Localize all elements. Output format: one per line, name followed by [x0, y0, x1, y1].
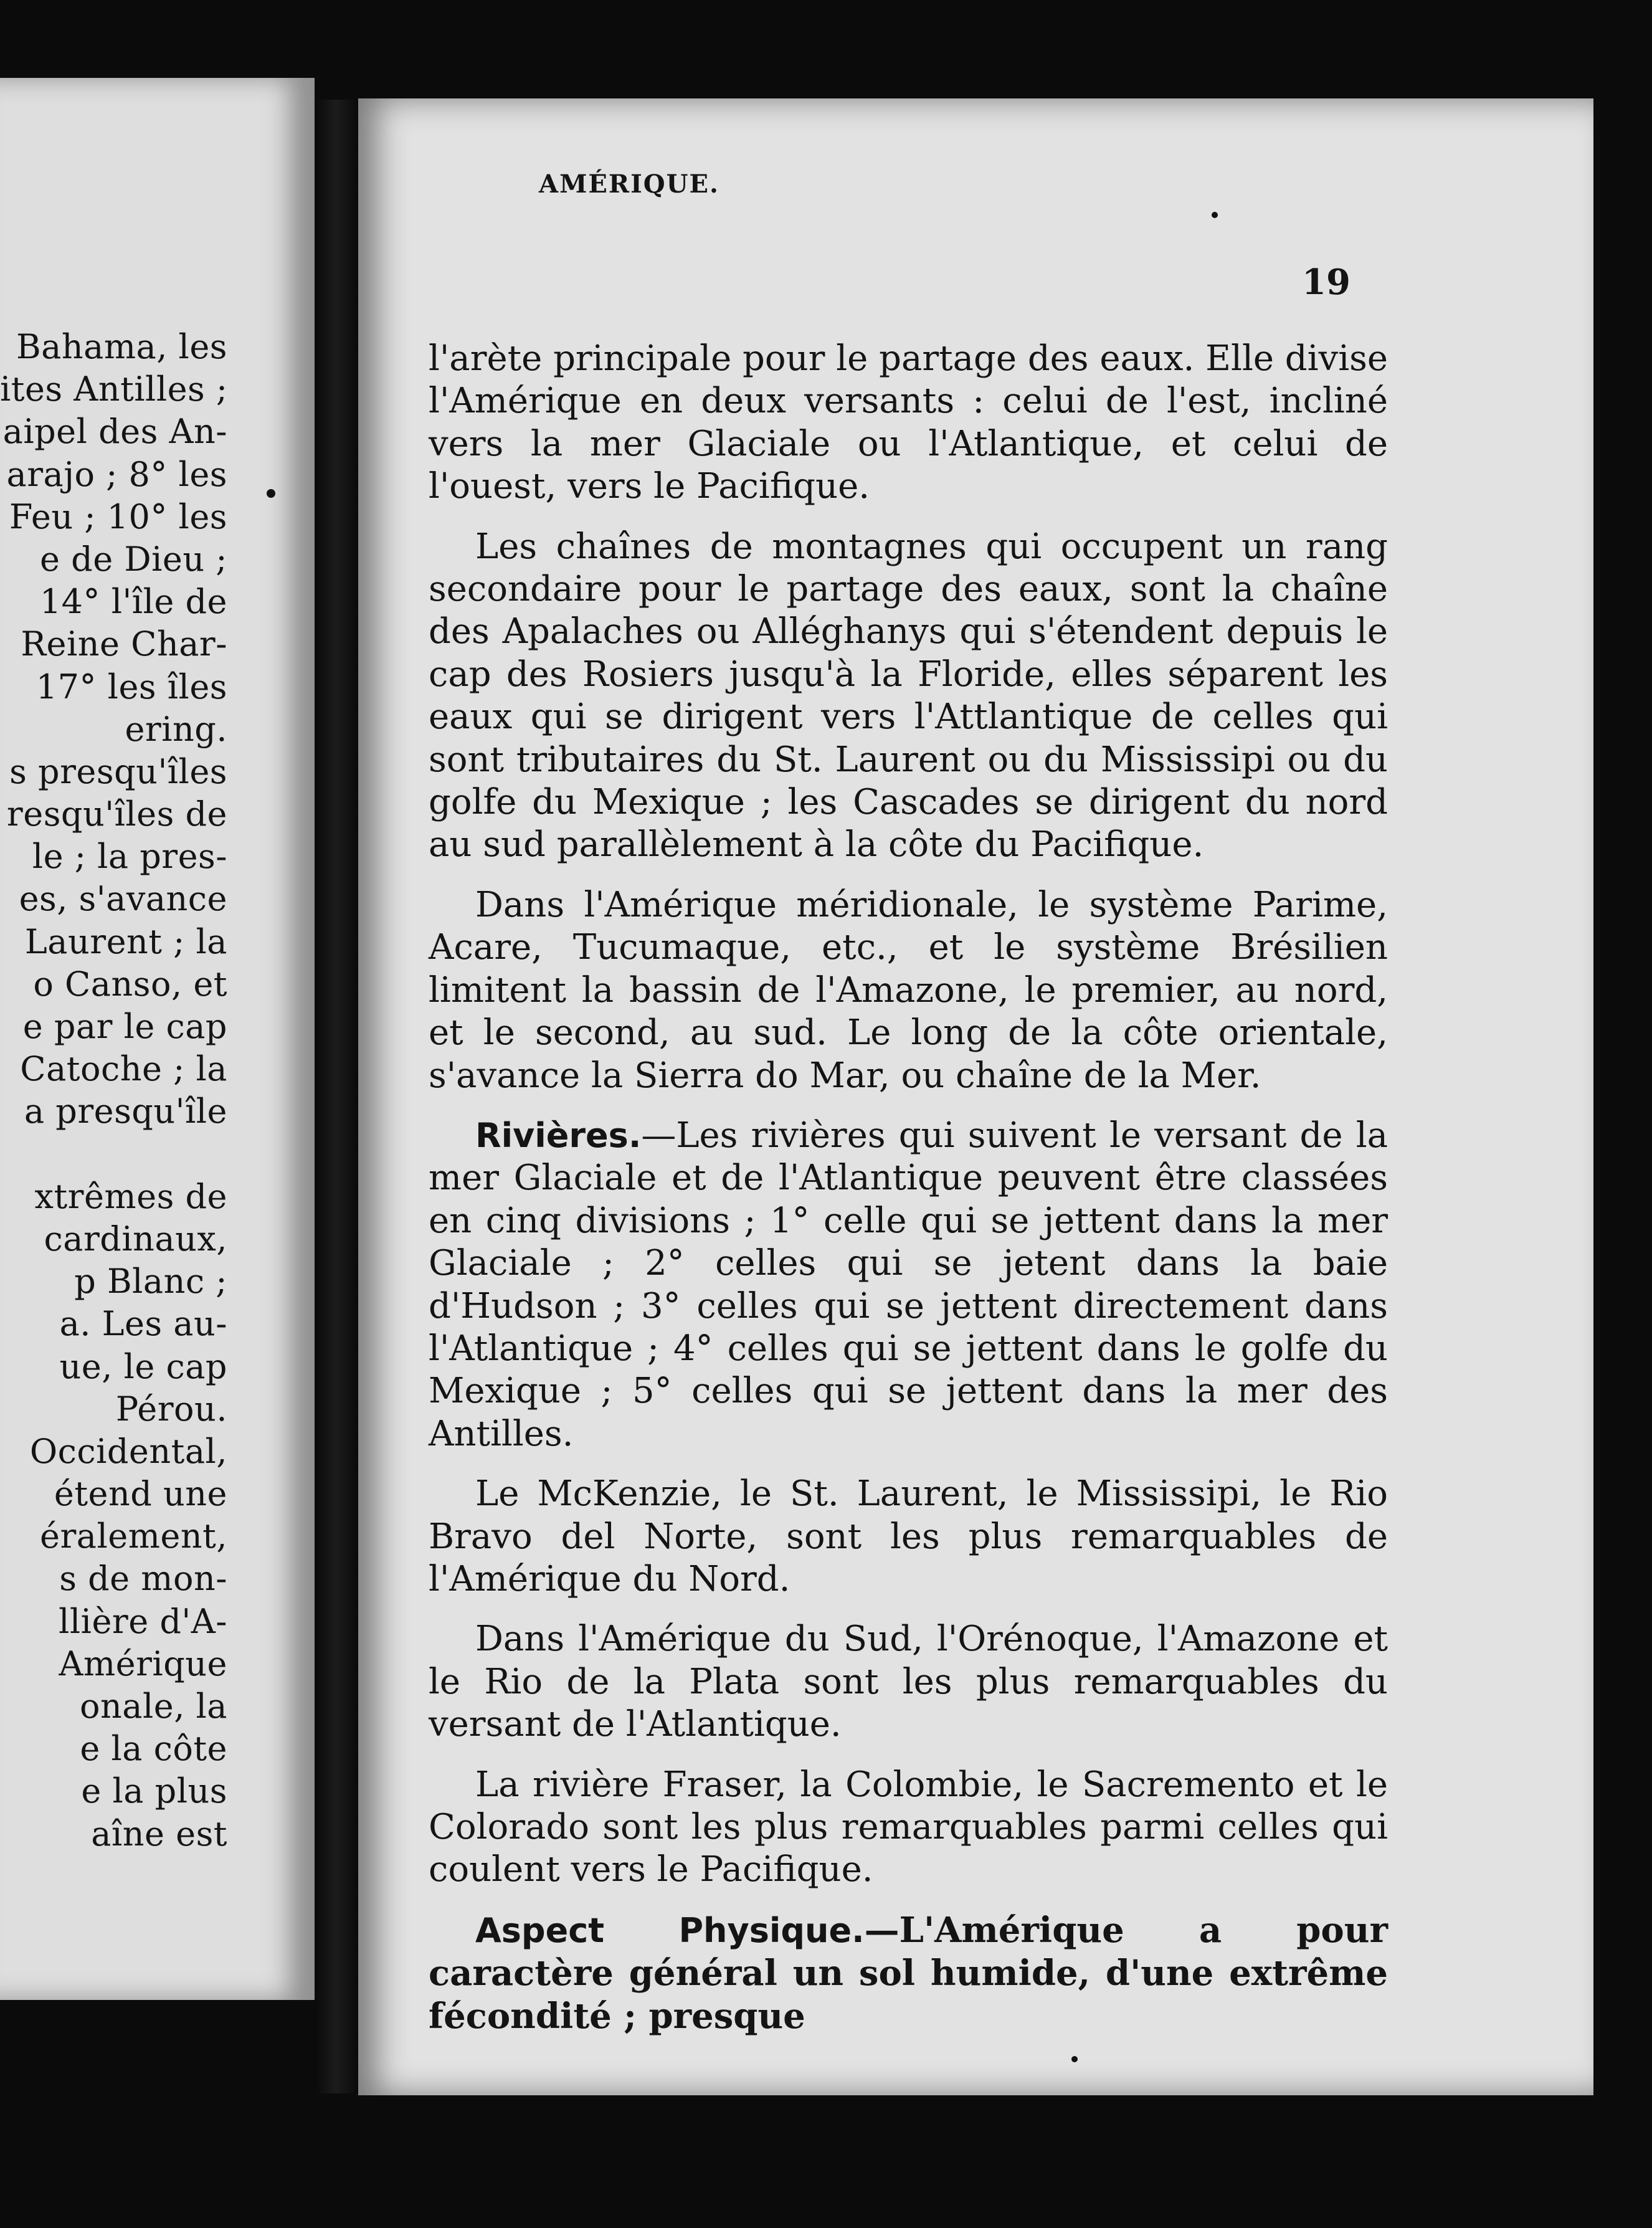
left-page-line: éralement, [40, 1516, 227, 1556]
scan-speck [1071, 2056, 1078, 2062]
left-page-line: aîne est [91, 1814, 227, 1854]
left-page-line: arajo ; 8° les [6, 454, 227, 494]
left-page-line: e de Dieu ; [40, 539, 227, 579]
left-page [0, 78, 315, 2000]
page-body [429, 338, 1388, 2055]
left-page-line: Pérou. [115, 1389, 227, 1429]
left-page-line: a presqu'île [24, 1092, 227, 1131]
left-page-line: Bahama, les [16, 327, 227, 366]
paragraph-3 [429, 884, 1388, 1097]
section-heading-aspect-physique: Aspect Physique. [475, 1910, 865, 1950]
left-page-line: aipel des An- [2, 412, 227, 452]
left-page-line: ering. [125, 709, 227, 749]
left-page-line: Laurent ; la [24, 921, 227, 961]
left-page-line: 14° l'île de [39, 582, 227, 622]
left-page-line: Feu ; 10° les [9, 497, 227, 536]
left-page-line: Amérique [59, 1644, 227, 1683]
paragraph-6-text: Dans l'Amérique du Sud, l'Orénoque, l'Amazone et le Rio de la Plata sont les plus remarquables du versant de l'Atlantique. [429, 1619, 1388, 1745]
paragraph-1-text: l'arète principale pour le partage des eaux. Elle divise l'Amérique en deux versants : celui de l'est, incliné vers la mer Glaciale ou l'Atlantique, et celui de l'ouest, vers le Pacifique. [429, 338, 1388, 507]
left-page-text [0, 326, 315, 1855]
left-page-line: Occidental, [29, 1431, 227, 1471]
left-page-line: ue, le cap [59, 1346, 227, 1386]
left-page-line: o Canso, et [33, 964, 227, 1004]
left-page-line: ites Antilles ; [0, 369, 228, 409]
paragraph-2 [429, 526, 1388, 867]
section-heading-rivieres: Rivières. [475, 1115, 642, 1155]
left-page-line: e la côte [80, 1729, 227, 1769]
left-page-line: Reine Char- [21, 624, 227, 664]
left-page-line: p Blanc ; [74, 1262, 227, 1302]
paragraph-rivieres [429, 1115, 1388, 1455]
running-head: AMÉRIQUE. [539, 169, 719, 199]
left-page-line: s de mon- [59, 1559, 227, 1599]
left-page-line: 17° les îles [36, 667, 227, 707]
page-number: 19 [1302, 262, 1351, 303]
paragraph-1 [429, 338, 1388, 508]
left-page-line: llière d'A- [59, 1601, 227, 1641]
left-page-line: le ; la pres- [32, 837, 227, 877]
left-page-line: e par le cap [22, 1007, 227, 1046]
left-page-line: a. Les au- [59, 1304, 227, 1344]
paragraph-rivieres-text: —Les rivières qui suivent le versant de la mer Glaciale et de l'Atlantique peuvent être classées en cinq divisions ; 1° celle qui se jettent dans la mer Glaciale ; 2° celles qui se jetent dans la baie d'Hudson ; 3° celles qui se jettent directement dans l'Atlantique ; 4° celles qui se jettent dans le golfe du Mexique ; 5° celles qui se jettent dans la mer des Antilles. [429, 1115, 1388, 1454]
book-gutter [315, 100, 358, 2093]
left-page-line: étend une [54, 1474, 227, 1514]
left-page-line: cardinaux, [44, 1219, 227, 1259]
scan-speck [1212, 212, 1218, 218]
left-page-line: Catoche ; la [20, 1049, 227, 1089]
paragraph-7 [429, 1764, 1388, 1892]
paragraph-2-text: Les chaînes de montagnes qui occupent un rang secondaire pour le partage des eaux, sont la chaîne des Apalaches ou Alléghanys qui s'étendent depuis le cap des Rosiers jusqu'à la Floride, elles séparent les eaux qui se dirigent vers l'Attlantique de celles qui sont tributaires du St. Laurent ou du Mississipi ou du golfe du Mexique ; les Cascades se dirigent du nord au sud parallèlement à la côte du Pacifique. [429, 526, 1388, 865]
paragraph-7-text: La rivière Fraser, la Colombie, le Sacremento et le Colorado sont les plus remarquables parmi celles qui coulent vers le Pacifique. [429, 1764, 1388, 1890]
paragraph-5 [429, 1473, 1388, 1601]
left-page-line: es, s'avance [19, 879, 227, 919]
left-page-line [0, 1133, 315, 1176]
left-page-line: e la plus [81, 1771, 227, 1811]
left-page-line: s presqu'îles [9, 751, 227, 791]
scan-speck [267, 489, 275, 498]
paragraph-6 [429, 1618, 1388, 1746]
paragraph-3-text: Dans l'Amérique méridionale, le système Parime, Acare, Tucumaque, etc., et le système Brésilien limitent la bassin de l'Amazone, le premier, au nord, et le second, au sud. Le long de la côte orientale, s'avance la Sierra do Mar, ou chaîne de la Mer. [429, 884, 1388, 1096]
paragraph-aspect-physique-text: —L'Amérique a pour caractère général un sol humide, d'une extrême fécondité ; presque [429, 1909, 1388, 2037]
left-page-line: onale, la [79, 1687, 227, 1726]
paragraph-5-text: Le McKenzie, le St. Laurent, le Mississipi, le Rio Bravo del Norte, sont les plus remarquables de l'Amérique du Nord. [429, 1473, 1388, 1599]
paragraph-aspect-physique [429, 1909, 1388, 2037]
left-page-line: resqu'îles de [6, 794, 227, 834]
left-page-line: xtrêmes de [34, 1176, 227, 1216]
